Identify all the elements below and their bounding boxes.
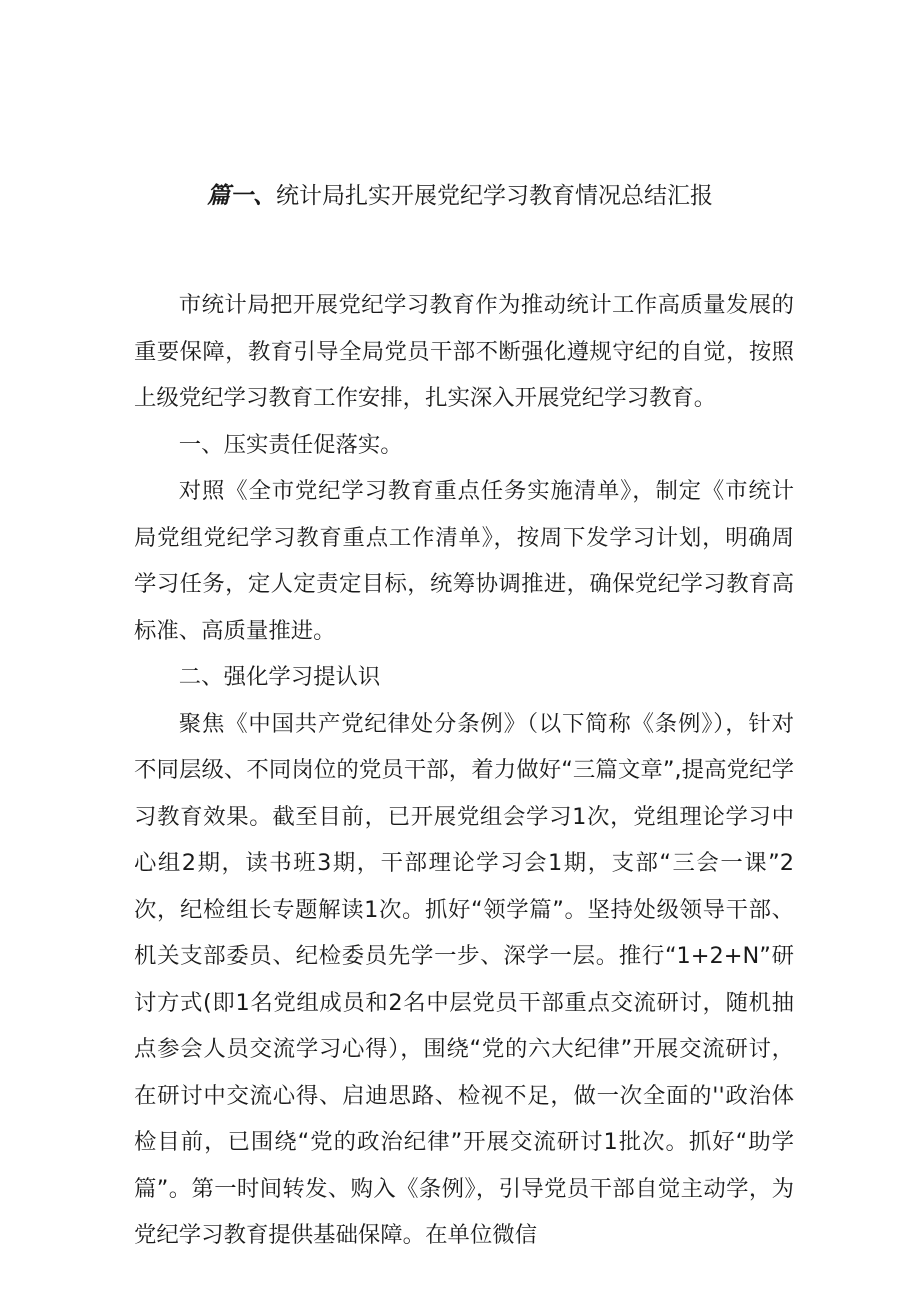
title-prefix: 篇一、 [207,183,276,209]
section-1-heading: 一、压实责任促落实。 [178,431,403,458]
section-2-paragraph: 聚焦《中国共产党纪律处分条例》（以下简称《条例》），针对不同层级、不同岗位的党员干部，着力做好“三篇文章”,提高党纪学习教育效果。截至目前，已开展党组会学习1次，党组理论学习中心组2期，读书班3期，干部理论学习会1期，支部“三会一课”2次，纪检组长专题解读1次。抓好“领学篇”。坚持处级领导干部、机关支部委员、纪检委员先学一步、深学一层。推行“1+2+N”研讨方式(即1名党组成员和2名中层党员干部重点交流研讨，随机抽点参会人员交流学习心得），围绕“党的六大纪律”开展交流研讨，在研讨中交流心得、启迪思路、检视不足，做一次全面的''政治体检目前，已围绕“党的政治纪律”开展交流研讨1批次。抓好“助学篇”。第一时间转发、购入《条例》，引导党员干部自觉主动学，为党纪学习教育提供基础保障。在单位微信 [134,710,794,1248]
title-text: 统计局扎实开展党纪学习教育情况总结汇报 [276,183,713,209]
document-body [134,282,794,1259]
section-2-heading: 二、强化学习提认识 [178,664,381,690]
intro-paragraph: 市统计局把开展党纪学习教育作为推动统计工作高质量发展的重要保障，教育引导全局党员干部不断强化遵规守纪的自觉，按照上级党纪学习教育工作安排，扎实深入开展党纪学习教育。 [134,292,794,411]
document-title [0,176,920,216]
section-1-paragraph: 对照《全市党纪学习教育重点任务实施清单》，制定《市统计局党组党纪学习教育重点工作清单》，按周下发学习计划，明确周学习任务，定人定责定目标，统筹协调推进，确保党纪学习教育高标准、高质量推进。 [134,478,794,644]
